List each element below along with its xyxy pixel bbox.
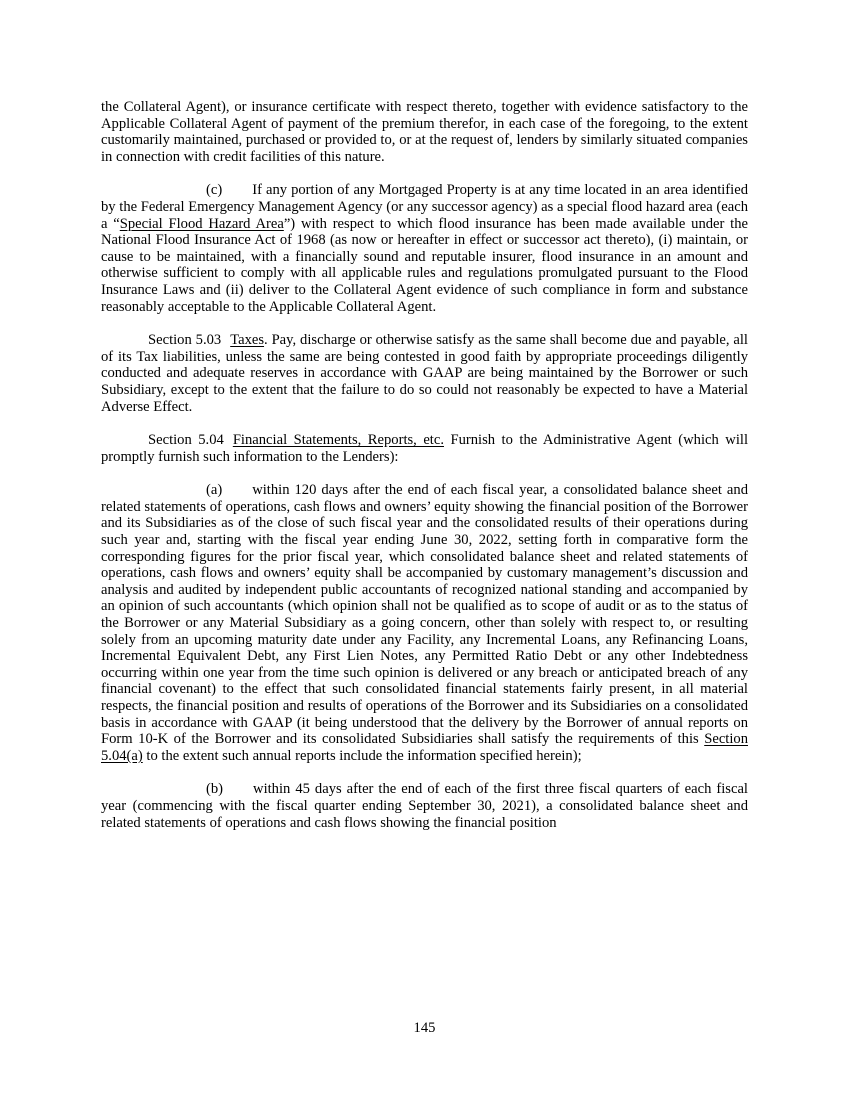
paragraph-b-quarterly-statements [101,781,748,831]
paragraph-text: to the extent such annual reports include the information specified herein); [142,747,582,764]
document-page [101,99,748,848]
paragraph-text: ”) with respect to which flood insurance has been made available under the National Flood Insurance Act of 1968 (as now or hereafter in effect or successor act thereto), (i) maintain, or cause to be maintained, with a financially sound and reputable insurer, flood insurance in an amount and otherwise sufficient to comply with all applicable rules and regulations promulgated pursuant to the Flood Insurance Laws and (ii) deliver to the Collateral Agent evidence of such compliance in form and substance reasonably acceptable to the Applicable Collateral Agent. [101,215,748,315]
paragraph-text: the Collateral Agent), or insurance certificate with respect thereto, together with evidence satisfactory to the Applicable Collateral Agent of payment of the premium therefor, in each case of the foregoing, to the extent customarily maintained, purchased or provided to, or at the request of, lenders by similarly situated companies in connection with credit facilities of this nature. [101,99,748,165]
defined-term: Special Flood Hazard Area [119,215,284,232]
paragraph-collateral-continued [101,99,748,165]
section-5-04-financial-statements [101,432,748,465]
paragraph-c-flood-insurance [101,182,748,315]
section-title: Financial Statements, Reports, etc. [232,432,444,449]
clause-label: (c) [206,182,223,199]
paragraph-text: within 45 days after the end of each of the first three fiscal quarters of each fiscal year (commencing with the fiscal quarter ending September 30, 2021), a consolidated balance sheet and related statements of operations and cash flows showing the financial position [101,781,748,831]
section-number: Section 5.03 [148,332,222,349]
section-number: Section 5.04 [148,432,224,449]
section-5-03-taxes [101,332,748,415]
paragraph-text: . Pay, discharge or otherwise satisfy as the same shall become due and payable, all of its Tax liabilities, unless the same are being contested in good faith by appropriate proceedings diligently conducted and adequate reserves in accordance with GAAP are being maintained by the Borrower or such Subsidiary, except to the extent that the failure to do so could not reasonably be expected to have a Material Adverse Effect. [101,332,748,415]
paragraph-a-annual-statements [101,482,748,764]
section-title: Taxes [230,332,265,349]
clause-label: (a) [206,482,223,499]
cross-reference: Section 5.04(a) [101,731,748,764]
page-number: 145 [413,1020,436,1036]
paragraph-text: If any portion of any Mortgaged Property is at any time located in an area identified by the Federal Emergency Management Agency (or any successor agency) as a special flood hazard area (each a “ [101,182,748,232]
clause-label: (b) [206,781,224,798]
paragraph-text: within 120 days after the end of each fiscal year, a consolidated balance sheet and related statements of operations, cash flows and owners’ equity showing the financial position of the Borrower and its Subsidiaries as of the close of such fiscal year and the consolidated results of their operations during such year and, starting with the fiscal year ending June 30, 2022, setting forth in comparative form the corresponding figures for the prior fiscal year, which consolidated balance sheet and related statements of operations, cash flows and owners’ equity shall be accompanied by customary management’s discussion and analysis and audited by independent public accountants of recognized national standing and accompanied by an opinion of such accountants (which opinion shall not be qualified as to scope of audit or as to the status of the Borrower or any Material Subsidiary as a going concern, other than solely with respect to, or resulting solely from an upcoming maturity date under any Facility, any Incremental Loans, any Refinancing Loans, Incremental Equivalent Debt, any First Lien Notes, any Permitted Ratio Debt or any other Indebtedness occurring within one year from the time such opinion is delivered or any breach or anticipated breach of any financial covenant) to the effect that such consolidated financial statements fairly present, in all material respects, the financial position and results of operations of the Borrower and its Subsidiaries on a consolidated basis in accordance with GAAP (it being understood that the delivery by the Borrower of annual reports on Form 10-K of the Borrower and its consolidated Subsidiaries shall satisfy the requirements of this [101,482,748,748]
paragraph-text: Furnish to the Administrative Agent (which will promptly furnish such information to the Lenders): [101,432,749,465]
